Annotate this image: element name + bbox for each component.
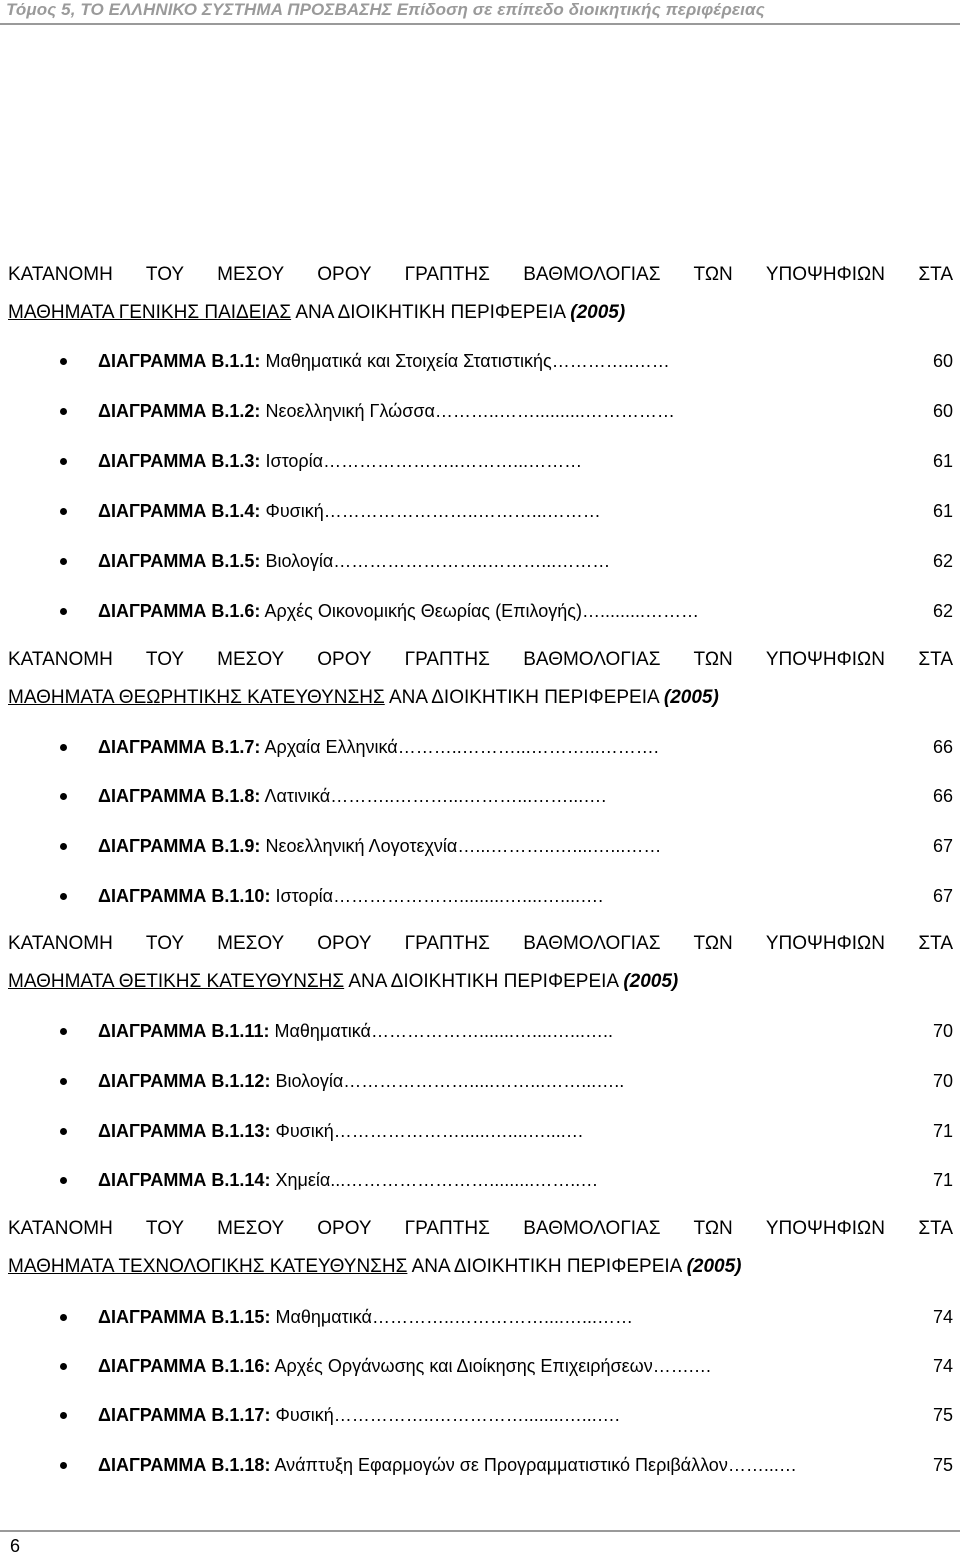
toc-entry[interactable] — [60, 1165, 953, 1195]
entry-page: 61 — [932, 451, 953, 471]
entry-code: ΔΙΑΓΡΑΜΜΑ Β.1.18: — [98, 1455, 271, 1475]
entry-code: ΔΙΑΓΡΑΜΜΑ Β.1.12: — [98, 1071, 271, 1091]
section-year: (2005) — [686, 1256, 742, 1277]
entry-leader: …………..……………....…...…… — [371, 1307, 633, 1327]
entry-leader: …………..…… — [551, 351, 670, 371]
entry-code: ΔΙΑΓΡΑΜΜΑ Β.1.3: — [98, 451, 261, 471]
running-header: Τόμος 5, ΤΟ ΕΛΛΗΝΙΚΟ ΣΥΣΤΗΜΑ ΠΡΟΣΒΑΣΗΣ Επίδοση σε επίπεδο διοικητικής περιφέρειας — [6, 0, 765, 19]
section-heading-science — [8, 925, 953, 1001]
entry-code: ΔΙΑΓΡΑΜΜΑ Β.1.5: — [98, 551, 261, 571]
entry-label: Νεοελληνική Γλώσσα — [265, 401, 435, 421]
entry-code: ΔΙΑΓΡΑΜΜΑ Β.1.2: — [98, 401, 261, 421]
entry-label: Μαθηματικά και Στοιχεία Στατιστικής — [265, 351, 552, 371]
entry-leader: ……………………..………...……… — [323, 501, 601, 521]
section-heading-technological — [8, 1210, 953, 1286]
bullet-icon — [60, 1462, 67, 1469]
entry-leader: ………..………...………...………. — [397, 737, 659, 757]
section-region: ΑΝΑ ΔΙΟΙΚΗΤΙΚΗ ΠΕΡΙΦΕΡΕΙΑ — [411, 1256, 682, 1277]
entry-label: Βιολογία — [275, 1071, 344, 1091]
entry-label: Φυσική — [265, 501, 324, 521]
entry-page: 70 — [932, 1021, 953, 1041]
entry-leader: ……………….......…....…...….. — [370, 1021, 613, 1041]
section-heading-general — [8, 256, 953, 332]
toc-entry[interactable] — [60, 881, 953, 911]
toc-entry[interactable] — [60, 732, 953, 762]
entry-page: 66 — [932, 737, 953, 757]
toc-entry[interactable] — [60, 1302, 953, 1332]
entry-code: ΔΙΑΓΡΑΜΜΑ Β.1.16: — [98, 1356, 271, 1376]
section-heading-line1: ΚΑΤΑΝΟΜΗ ΤΟΥ ΜΕΣΟΥ ΟΡΟΥ ΓΡΑΠΤΗΣ ΒΑΘΜΟΛΟΓΙΑΣ ΤΩΝ ΥΠΟΨΗΦΙΩΝ ΣΤΑ — [8, 1218, 953, 1239]
toc-entry[interactable] — [60, 1016, 953, 1046]
section-year: (2005) — [570, 302, 626, 323]
entry-label: Φυσική — [275, 1405, 334, 1425]
entry-label: Ιστορία — [275, 886, 334, 906]
entry-code: ΔΙΑΓΡΑΜΜΑ Β.1.1: — [98, 351, 261, 371]
toc-entry[interactable] — [60, 396, 953, 426]
entry-page: 62 — [932, 551, 953, 571]
section-region: ΑΝΑ ΔΙΟΙΚΗΤΙΚΗ ΠΕΡΙΦΕΡΕΙΑ — [388, 687, 659, 708]
section-heading-theoretical — [8, 641, 953, 717]
bullet-icon — [60, 793, 67, 800]
entry-leader: …...………..…....…...…… — [457, 836, 662, 856]
entry-page: 71 — [932, 1121, 953, 1141]
entry-page: 74 — [932, 1307, 953, 1327]
bullet-icon — [60, 893, 67, 900]
entry-leader: ……………..……………........…...…. — [333, 1405, 620, 1425]
entry-label: Ιστορία — [265, 451, 324, 471]
entry-leader: …….… — [652, 1356, 712, 1376]
toc-entry[interactable] — [60, 1450, 953, 1480]
toc-entry[interactable] — [60, 346, 953, 376]
entry-leader: ………………….....……...……...….. — [343, 1071, 625, 1091]
section-heading-line1: ΚΑΤΑΝΟΜΗ ΤΟΥ ΜΕΣΟΥ ΟΡΟΥ ΓΡΑΠΤΗΣ ΒΑΘΜΟΛΟΓΙΑΣ ΤΩΝ ΥΠΟΨΗΦΙΩΝ ΣΤΑ — [8, 264, 953, 285]
section-subject: ΜΑΘΗΜΑΤΑ ΘΕΤΙΚΗΣ ΚΑΤΕΥΘΥΝΣΗΣ — [8, 971, 345, 992]
toc-entry[interactable] — [60, 1116, 953, 1146]
bullet-icon — [60, 408, 67, 415]
entry-leader: ………..……..........…………… — [434, 401, 675, 421]
entry-page: 60 — [932, 401, 953, 421]
entry-leader: …………………......…....…....… — [333, 1121, 584, 1141]
section-year: (2005) — [623, 971, 679, 992]
section-subject: ΜΑΘΗΜΑΤΑ ΤΕΧΝΟΛΟΓΙΚΗΣ ΚΑΤΕΥΘΥΝΣΗΣ — [8, 1256, 408, 1277]
entry-code: ΔΙΑΓΡΑΜΜΑ Β.1.15: — [98, 1307, 271, 1327]
entry-page: 75 — [932, 1405, 953, 1425]
toc-entry[interactable] — [60, 546, 953, 576]
bullet-icon — [60, 1028, 67, 1035]
toc-entry[interactable] — [60, 781, 953, 811]
entry-leader: ….........……… — [581, 601, 699, 621]
entry-leader: …………………..………...……… — [323, 451, 583, 471]
entry-label: Νεοελληνική Λογοτεχνία — [265, 836, 458, 856]
entry-code: ΔΙΑΓΡΑΜΜΑ Β.1.6: — [98, 601, 261, 621]
bullet-icon — [60, 1078, 67, 1085]
bullet-icon — [60, 558, 67, 565]
bullet-icon — [60, 1412, 67, 1419]
entry-code: ΔΙΑΓΡΑΜΜΑ Β.1.17: — [98, 1405, 271, 1425]
section-heading-line2 — [8, 294, 953, 332]
entry-label: Αρχές Οργάνωσης και Διοίκησης Επιχειρήσεων — [274, 1356, 653, 1376]
entry-code: ΔΙΑΓΡΑΜΜΑ Β.1.9: — [98, 836, 261, 856]
entry-leader: ……………………..………...……… — [333, 551, 611, 571]
bullet-icon — [60, 358, 67, 365]
entry-page: 71 — [932, 1170, 953, 1190]
entry-label: Αρχαία Ελληνικά — [264, 737, 398, 757]
entry-page: 67 — [932, 886, 953, 906]
toc-entry[interactable] — [60, 446, 953, 476]
entry-label: Μαθηματικά — [274, 1021, 371, 1041]
entry-code: ΔΙΑΓΡΑΜΜΑ Β.1.11: — [98, 1021, 270, 1041]
toc-entry[interactable] — [60, 1400, 953, 1430]
entry-code: ΔΙΑΓΡΑΜΜΑ Β.1.10: — [98, 886, 271, 906]
bullet-icon — [60, 458, 67, 465]
toc-entry[interactable] — [60, 1066, 953, 1096]
toc-entry[interactable] — [60, 496, 953, 526]
entry-page: 66 — [932, 786, 953, 806]
section-heading-line1: ΚΑΤΑΝΟΜΗ ΤΟΥ ΜΕΣΟΥ ΟΡΟΥ ΓΡΑΠΤΗΣ ΒΑΘΜΟΛΟΓΙΑΣ ΤΩΝ ΥΠΟΨΗΦΙΩΝ ΣΤΑ — [8, 933, 953, 954]
entry-label: Βιολογία — [265, 551, 334, 571]
bullet-icon — [60, 744, 67, 751]
footer-rule — [0, 1530, 960, 1532]
entry-page: 74 — [932, 1356, 953, 1376]
entry-label: Λατινικά — [264, 786, 331, 806]
entry-page: 75 — [932, 1455, 953, 1475]
entry-label: Φυσική — [275, 1121, 334, 1141]
bullet-icon — [60, 1314, 67, 1321]
entry-code: ΔΙΑΓΡΑΜΜΑ Β.1.13: — [98, 1121, 271, 1141]
section-region: ΑΝΑ ΔΙΟΙΚΗΤΙΚΗ ΠΕΡΙΦΕΡΕΙΑ — [295, 302, 565, 323]
entry-leader: ………..………...………...……...…. — [330, 786, 607, 806]
toc-entry[interactable] — [60, 596, 953, 626]
toc-entry[interactable] — [60, 831, 953, 861]
section-year: (2005) — [663, 687, 719, 708]
entry-label: Χημεία — [275, 1170, 331, 1190]
section-heading-line2 — [8, 963, 953, 1001]
entry-code: ΔΙΑΓΡΑΜΜΑ Β.1.7: — [98, 737, 261, 757]
bullet-icon — [60, 843, 67, 850]
toc-entry[interactable] — [60, 1351, 953, 1381]
bullet-icon — [60, 1177, 67, 1184]
entry-page: 70 — [932, 1071, 953, 1091]
section-heading-line2 — [8, 1248, 953, 1286]
bullet-icon — [60, 608, 67, 615]
entry-page: 62 — [932, 601, 953, 621]
entry-label: Ανάπτυξη Εφαρμογών σε Προγραμματιστικό Περιβάλλον — [274, 1455, 728, 1475]
section-heading-line1: ΚΑΤΑΝΟΜΗ ΤΟΥ ΜΕΣΟΥ ΟΡΟΥ ΓΡΑΠΤΗΣ ΒΑΘΜΟΛΟΓΙΑΣ ΤΩΝ ΥΠΟΨΗΦΙΩΝ ΣΤΑ — [8, 649, 953, 670]
entry-page: 60 — [932, 351, 953, 371]
entry-page: 67 — [932, 836, 953, 856]
header-rule — [0, 23, 960, 25]
entry-label: Μαθηματικά — [275, 1307, 372, 1327]
entry-page: 61 — [932, 501, 953, 521]
section-heading-line2 — [8, 679, 953, 717]
entry-code: ΔΙΑΓΡΑΜΜΑ Β.1.14: — [98, 1170, 271, 1190]
page-number: 6 — [10, 1536, 21, 1556]
entry-code: ΔΙΑΓΡΑΜΜΑ Β.1.8: — [98, 786, 261, 806]
section-region: ΑΝΑ ΔΙΟΙΚΗΤΙΚΗ ΠΕΡΙΦΕΡΕΙΑ — [348, 971, 619, 992]
entry-code: ΔΙΑΓΡΑΜΜΑ Β.1.4: — [98, 501, 261, 521]
bullet-icon — [60, 1363, 67, 1370]
entry-leader: ...…………………….........……..… — [330, 1170, 599, 1190]
bullet-icon — [60, 1128, 67, 1135]
section-subject: ΜΑΘΗΜΑΤΑ ΘΕΩΡΗΤΙΚΗΣ ΚΑΤΕΥΘΥΝΣΗΣ — [8, 687, 385, 708]
bullet-icon — [60, 508, 67, 515]
entry-label: Αρχές Οικονομικής Θεωρίας (Επιλογής) — [264, 601, 582, 621]
entry-leader: ……...… — [727, 1455, 797, 1475]
section-subject: ΜΑΘΗΜΑΤΑ ΓΕΝΙΚΗΣ ΠΑΙΔΕΙΑΣ — [8, 302, 292, 323]
entry-leader: ………………….........…....…....…. — [333, 886, 604, 906]
